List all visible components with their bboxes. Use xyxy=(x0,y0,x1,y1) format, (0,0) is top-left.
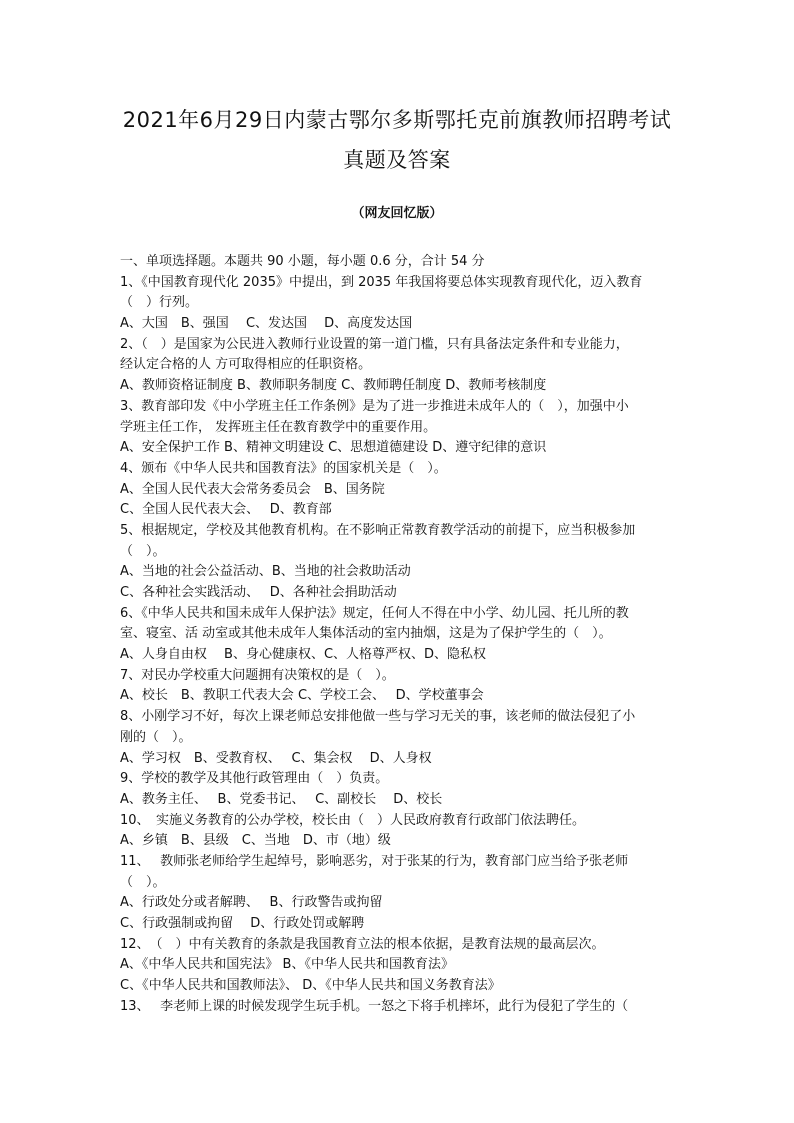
text-line: A、学习权 B、受教育权、 C、集会权 D、人身权 xyxy=(120,750,432,766)
text-line: （ ）。 xyxy=(120,874,166,890)
text-line: 学班主任工作， 发挥班主任在教育教学中的重要作用。 xyxy=(120,419,437,435)
text-line: 13、 李老师上课的时候发现学生玩手机。一怒之下将手机摔坏，此行为侵犯了学生的（ xyxy=(120,998,629,1014)
text-line: C、行政强制或拘留 D、行政处罚或解聘 xyxy=(120,916,365,931)
text-line: 7、对民办学校重大问题拥有决策权的是（ ）。 xyxy=(120,667,395,683)
text-line: （ ）行列。 xyxy=(120,295,199,311)
text-line: 3、教育部印发《中小学班主任工作条例》是为了进一步推进未成年人的（ ），加强中小 xyxy=(120,398,629,414)
text-line: 一、单项选择题。本题共 90 小题，每小题 0.6 分，合计 54 分 xyxy=(120,254,485,269)
text-line: A、《中华人民共和国宪法》 B、《中华人民共和国教育法》 xyxy=(120,957,454,973)
text-line: A、全国人民代表大会常务委员会 B、国务院 xyxy=(120,481,385,497)
text-line: 经认定合格的人 方可取得相应的任职资格。 xyxy=(120,357,372,373)
text-line: 9、学校的教学及其他行政管理由（ ）负责。 xyxy=(120,771,389,787)
text-line: 室、寝室、活 动室或其他未成年人集体活动的室内抽烟，这是为了保护学生的（ ）。 xyxy=(120,626,612,642)
text-line: C、全国人民代表大会、 D、教育部 xyxy=(120,502,332,518)
text-line: 1、《中国教育现代化 2035》中提出，到 2035 年我国将要总体实现教育现代化，迈入教育 xyxy=(120,274,643,290)
text-line: A、人身自由权 B、身心健康权、C、人格尊严权、D、隐私权 xyxy=(120,647,487,663)
text-line: A、大国 B、强国 C、发达国 D、高度发达国 xyxy=(120,316,413,332)
text-line: A、乡镇 B、县级 C、当地 D、市（地）级 xyxy=(120,833,391,849)
text-line: C、《中华人民共和国教师法》、 D、《中华人民共和国义务教育法》 xyxy=(120,978,501,994)
text-line: 刚的（ ）。 xyxy=(120,729,192,745)
text-line: 6、《中华人民共和国未成年人保护法》规定，任何人不得在中小学、幼儿园、托儿所的教 xyxy=(120,605,629,621)
text-line: A、教务主任、 B、党委书记、 C、副校长 D、校长 xyxy=(120,791,443,807)
text-line: 8、小刚学习不好，每次上课老师总安排他做一些与学习无关的事，该老师的做法侵犯了小 xyxy=(120,709,636,725)
document-title-line-2: 真题及答案 xyxy=(343,148,451,172)
text-line: 12、 （ ）中有关教育的条款是我国教育立法的根本依据，是教育法规的最高层次。 xyxy=(120,936,605,952)
text-line: A、教师资格证制度 B、教师职务制度 C、教师聘任制度 D、教师考核制度 xyxy=(120,378,547,394)
text-line: A、行政处分或者解聘、 B、行政警告或拘留 xyxy=(120,895,383,911)
text-line: 4、颁布《中华人民共和国教育法》的国家机关是（ ）。 xyxy=(120,460,447,476)
text-line: 10、 实施义务教育的公办学校，校长由（ ）人民政府教育行政部门依法聘任。 xyxy=(120,812,586,828)
document-body xyxy=(120,252,680,1017)
text-line: A、校长 B、教职工代表大会 C、学校工会、 D、学校董事会 xyxy=(120,688,484,704)
text-line: C、各种社会实践活动、 D、各种社会捐助活动 xyxy=(120,585,397,600)
document-title-line-1: 2021年6月29日内蒙古鄂尔多斯鄂托克前旗教师招聘考试 xyxy=(122,108,672,132)
text-line: A、安全保护工作 B、精神文明建设 C、思想道德建设 D、遵守纪律的意识 xyxy=(120,440,547,456)
text-line: 11、 教师张老师给学生起绰号，影响恶劣，对于张某的行为，教育部门应当给予张老师 xyxy=(120,853,629,869)
text-line: A、当地的社会公益活动、B、当地的社会救助活动 xyxy=(120,564,411,580)
text-line: 5、根据规定，学校及其他教育机构。在不影响正常教育教学活动的前提下，应当积极参加 xyxy=(120,522,636,538)
document-subtitle: （网友回忆版） xyxy=(351,206,443,221)
text-line: （ ）。 xyxy=(120,543,166,559)
text-line: 2、（ ）是国家为公民进入教师行业设置的第一道门槛，只有具备法定条件和专业能力， xyxy=(120,336,629,352)
